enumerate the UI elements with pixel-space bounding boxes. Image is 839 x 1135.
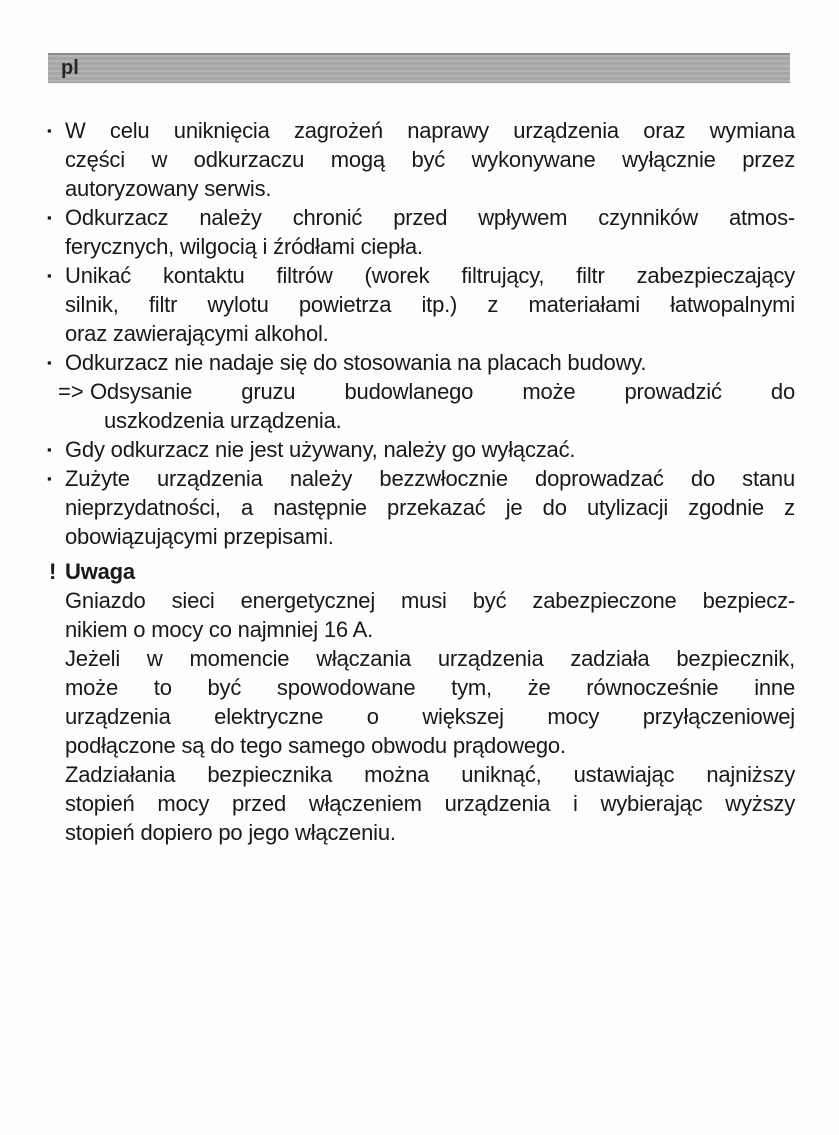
- text-line: może to być spowodowane tym, że równocześnie inne: [65, 675, 795, 700]
- safety-list: [47, 116, 795, 551]
- text-line: stopień dopiero po jego włączeniu.: [65, 820, 396, 845]
- warning-paragraph: [65, 760, 795, 847]
- safety-list-item: [47, 261, 795, 348]
- safety-instructions: [47, 116, 795, 847]
- warning-paragraphs: [65, 586, 795, 847]
- text-line: stopień mocy przed włączeniem urządzenia i wybierając wyższy: [65, 791, 795, 816]
- text-line: nikiem o mocy co najmniej 16 A.: [65, 617, 374, 642]
- text-line: autoryzowany serwis.: [65, 176, 272, 201]
- text-line: Gdy odkurzacz nie jest używany, należy go wyłączać.: [65, 437, 576, 462]
- warning-heading: [47, 557, 795, 586]
- text-line: urządzenia elektryczne o większej mocy przyłączeniowej: [65, 704, 795, 729]
- safety-list-item: [47, 203, 795, 261]
- bullet-square-icon: ▪: [47, 123, 52, 138]
- bullet-square-icon: ▪: [47, 442, 52, 457]
- text-line: części w odkurzaczu mogą być wykonywane wyłącznie przez: [65, 147, 795, 172]
- arrow-marker: =>: [58, 379, 84, 404]
- language-tab-bar: [48, 53, 790, 83]
- text-line: podłączone są do tego samego obwodu prądowego.: [65, 733, 566, 758]
- item-text: [65, 116, 795, 203]
- bullet-square-icon: ▪: [47, 268, 52, 283]
- text-line: Odkurzacz nie nadaje się do stosowania na placach budowy.: [65, 350, 647, 375]
- text-line: Zadziałania bezpiecznika można uniknąć, ustawiając najniższy: [65, 762, 795, 787]
- text-line: Gniazdo sieci energetycznej musi być zabezpieczone bezpiecz-: [65, 588, 795, 613]
- text-line: Odkurzacz należy chronić przed wpływem czynników atmos-: [65, 205, 795, 230]
- item-text: [65, 261, 795, 348]
- text-line: nieprzydatności, a następnie przekazać je do utylizacji zgodnie z: [65, 495, 795, 520]
- item-text: [65, 464, 795, 551]
- text-line: silnik, filtr wylotu powietrza itp.) z materiałami łatwopalnymi: [65, 292, 795, 317]
- text-line: uszkodzenia urządzenia.: [104, 408, 342, 433]
- safety-list-item: [47, 464, 795, 551]
- safety-list-item: [47, 116, 795, 203]
- warning-exclamation-marker: !: [49, 559, 57, 584]
- warning-paragraph: [65, 644, 795, 760]
- safety-list-item: [47, 348, 795, 377]
- bullet-square-icon: ▪: [47, 471, 52, 486]
- warning-section: [47, 557, 795, 847]
- item-text: [65, 435, 795, 464]
- text-line: W celu uniknięcia zagrożeń naprawy urządzenia oraz wymiana: [65, 118, 795, 143]
- text-line: Unikać kontaktu filtrów (worek filtrujący, filtr zabezpieczający: [65, 263, 795, 288]
- warning-title: Uwaga: [65, 559, 135, 584]
- text-line: Zużyte urządzenia należy bezzwłocznie doprowadzać do stanu: [65, 466, 795, 491]
- bullet-square-icon: ▪: [47, 355, 52, 370]
- text-line: ferycznych, wilgocią i źródłami ciepła.: [65, 234, 423, 259]
- bullet-square-icon: ▪: [47, 210, 52, 225]
- text-line: Jeżeli w momencie włączania urządzenia zadziała bezpiecznik,: [65, 646, 795, 671]
- item-text: [65, 203, 795, 261]
- item-text: [65, 348, 795, 377]
- warning-paragraph: [65, 586, 795, 644]
- language-code-label: pl: [61, 57, 79, 79]
- safety-list-item: [47, 435, 795, 464]
- text-line: oraz zawierającymi alkohol.: [65, 321, 329, 346]
- text-line: obowiązującymi przepisami.: [65, 524, 334, 549]
- item-text: [90, 377, 795, 435]
- consequence-note: [58, 377, 795, 435]
- text-line: Odsysanie gruzu budowlanego może prowadzić do: [90, 379, 795, 404]
